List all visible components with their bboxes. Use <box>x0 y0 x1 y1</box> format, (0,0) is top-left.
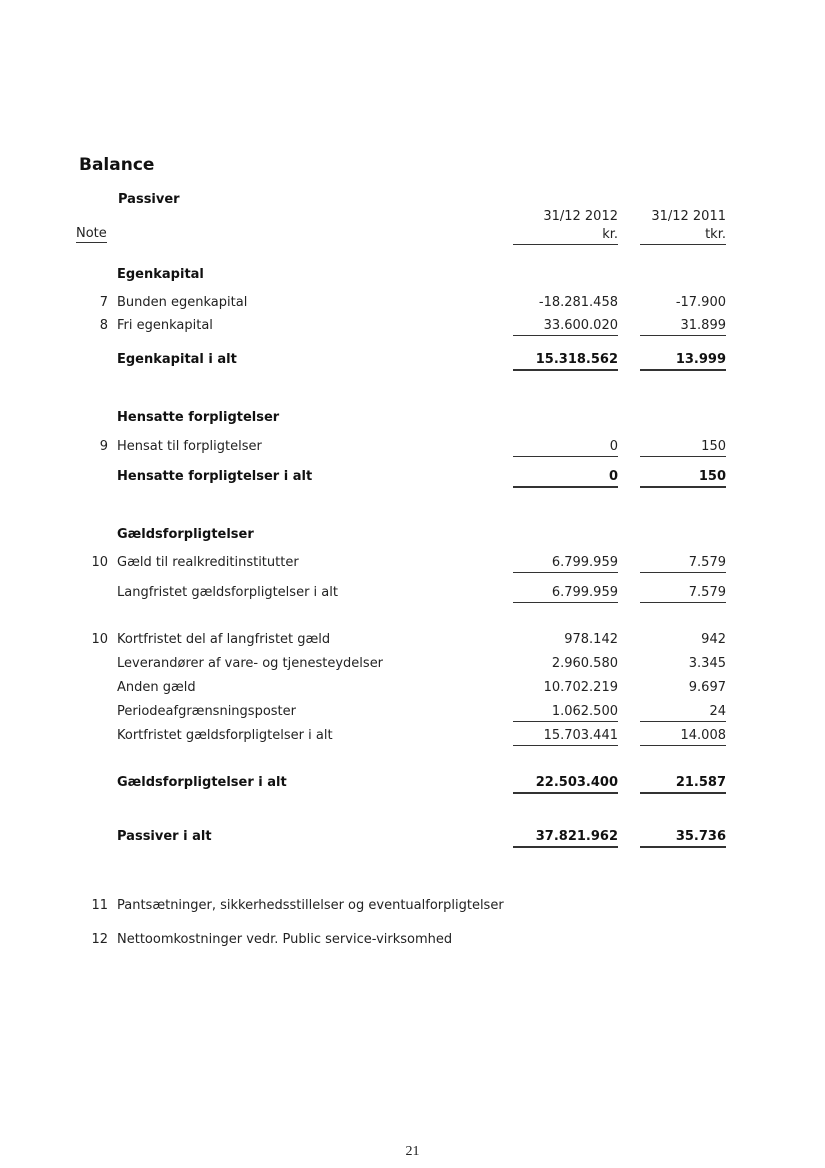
value-2011: 35.736 <box>640 827 726 848</box>
row-label: Hensat til forpligtelser <box>117 439 262 454</box>
value-2011: 14.008 <box>640 726 726 746</box>
page-number: 21 <box>405 1144 420 1159</box>
heading-label: Hensatte forpligtelser <box>117 410 280 425</box>
value-2011: 150 <box>640 467 726 488</box>
total-row-passiver <box>0 827 825 847</box>
value-2011: 9.697 <box>688 680 726 695</box>
value-2011: 13.999 <box>640 350 726 371</box>
subtotal-row-kortfristet <box>0 726 825 746</box>
column-header-2011 <box>640 208 726 245</box>
value-2012: 22.503.400 <box>513 773 618 794</box>
heading-label: Egenkapital <box>117 267 204 282</box>
value-2012: 1.062.500 <box>513 702 618 722</box>
heading-label: Gældsforpligtelser <box>117 527 254 542</box>
value-2011: -17.900 <box>675 295 726 310</box>
total-row-gaeld <box>0 773 825 793</box>
section-title: Passiver <box>118 192 180 207</box>
table-row <box>0 553 825 573</box>
row-label: Fri egenkapital <box>117 318 213 333</box>
table-row <box>0 316 825 336</box>
note-ref: 12 <box>91 932 108 947</box>
value-2012: 15.703.441 <box>513 726 618 746</box>
value-2012: 0 <box>513 437 618 457</box>
value-2012: 0 <box>513 467 618 488</box>
column-unit-2012: kr. <box>513 226 618 245</box>
value-2011: 150 <box>640 437 726 457</box>
row-label: Kortfristet gældsforpligtelser i alt <box>117 728 333 743</box>
value-2011: 24 <box>640 702 726 722</box>
row-label: Gæld til realkreditinstitutter <box>117 555 299 570</box>
row-label: Anden gæld <box>117 680 196 695</box>
value-2012: 10.702.219 <box>543 680 618 695</box>
row-label: Leverandører af vare- og tjenesteydelser <box>117 656 384 671</box>
value-2012: 2.960.580 <box>551 656 618 671</box>
subtotal-row-langfristet <box>0 583 825 603</box>
table-row <box>0 437 825 457</box>
value-2011: 942 <box>701 632 726 647</box>
note-ref: 9 <box>99 439 108 454</box>
note-column-header: Note <box>76 226 107 241</box>
value-2012: 978.142 <box>564 632 618 647</box>
value-2012: 33.600.020 <box>513 316 618 336</box>
note-ref: 8 <box>99 318 108 333</box>
value-2011: 21.587 <box>640 773 726 794</box>
row-label: Hensatte forpligtelser i alt <box>117 469 313 484</box>
footnote-label: Nettoomkostninger vedr. Public service-virksomhed <box>117 932 453 947</box>
value-2012: 37.821.962 <box>513 827 618 848</box>
footnote-label: Pantsætninger, sikkerhedsstillelser og eventualforpligtelser <box>117 898 504 913</box>
value-2012: 15.318.562 <box>513 350 618 371</box>
page-title: Balance <box>79 155 155 175</box>
note-ref: 10 <box>91 555 108 570</box>
row-label: Bunden egenkapital <box>117 295 248 310</box>
value-2012: -18.281.458 <box>538 295 618 310</box>
row-label: Langfristet gældsforpligtelser i alt <box>117 585 338 600</box>
table-row <box>0 654 825 674</box>
value-2011: 7.579 <box>640 553 726 573</box>
value-2012: 6.799.959 <box>513 583 618 603</box>
value-2012: 6.799.959 <box>513 553 618 573</box>
group-heading-hensatte <box>0 408 825 428</box>
row-label: Passiver i alt <box>117 829 212 844</box>
total-row-egenkapital <box>0 350 825 370</box>
row-label: Periodeafgrænsningsposter <box>117 704 296 719</box>
note-ref: 11 <box>91 898 108 913</box>
total-row-hensatte <box>0 467 825 487</box>
table-row <box>0 293 825 313</box>
row-label: Gældsforpligtelser i alt <box>117 775 287 790</box>
column-unit-2011: tkr. <box>640 226 726 245</box>
group-heading-gaeld <box>0 525 825 545</box>
value-2011: 7.579 <box>640 583 726 603</box>
row-label: Egenkapital i alt <box>117 352 237 367</box>
value-2011: 31.899 <box>640 316 726 336</box>
value-2011: 3.345 <box>688 656 726 671</box>
table-row <box>0 630 825 650</box>
column-date-2012: 31/12 2012 <box>543 209 618 224</box>
note-ref: 10 <box>91 632 108 647</box>
table-row <box>0 678 825 698</box>
column-date-2011: 31/12 2011 <box>651 209 726 224</box>
row-label: Kortfristet del af langfristet gæld <box>117 632 331 647</box>
note-ref: 7 <box>99 295 108 310</box>
table-row <box>0 702 825 722</box>
group-heading-egenkapital <box>0 265 825 285</box>
column-header-2012 <box>513 208 618 245</box>
